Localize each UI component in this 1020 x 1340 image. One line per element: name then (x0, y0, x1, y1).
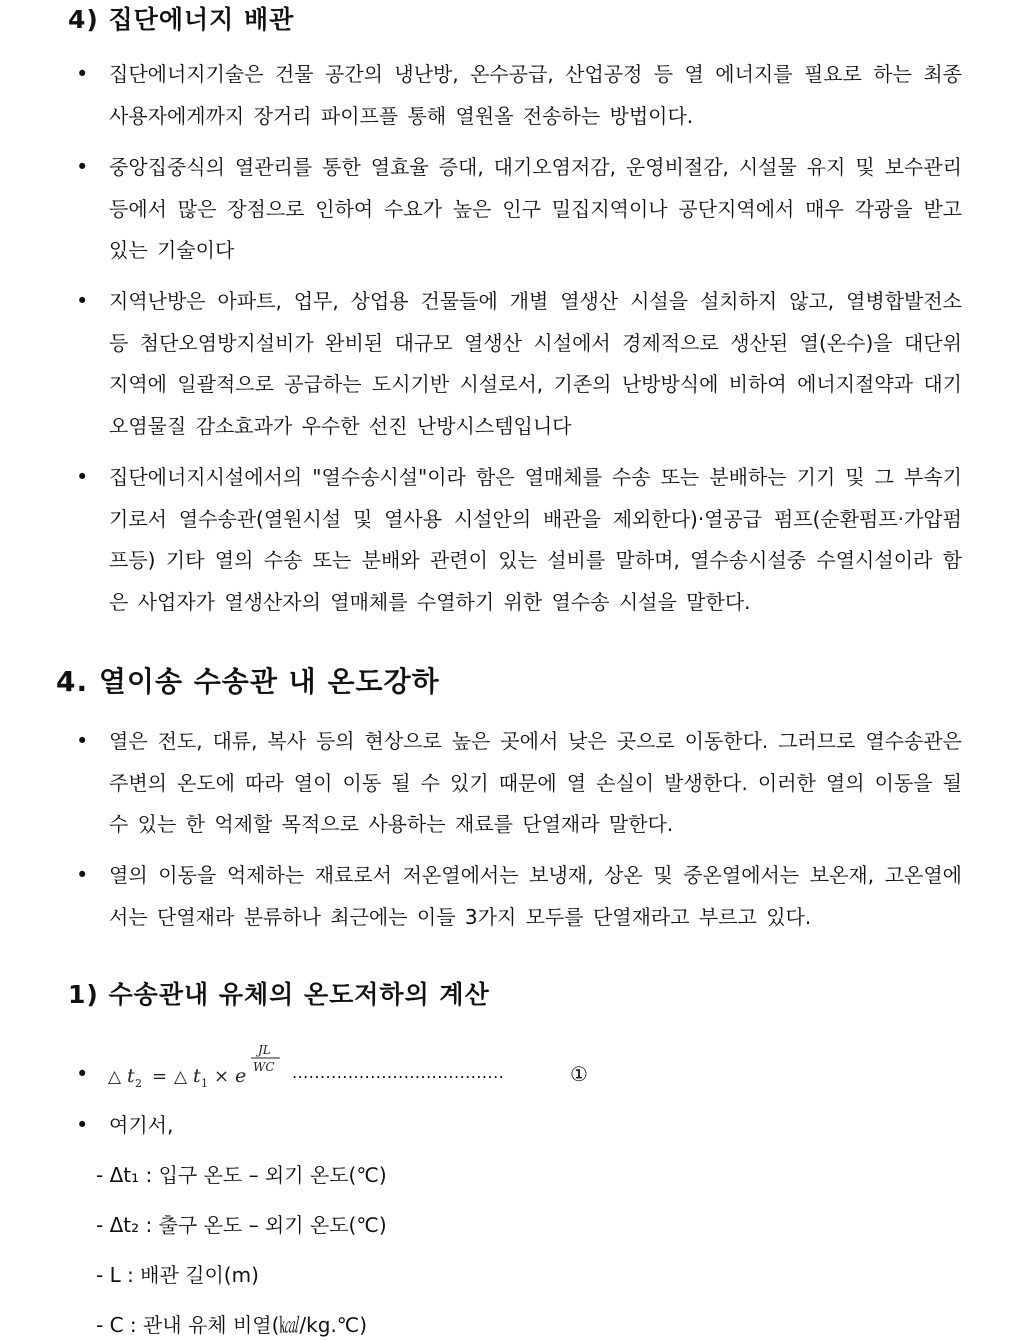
section-heading-temperature-calc: 1) 수송관내 유체의 온도저하의 계산 (68, 980, 490, 1009)
definition-item: - L : 배관 길이(m) (96, 1263, 259, 1287)
paragraph: 집단에너지시설에서의 "열수송시설"이라 함은 열매체를 수송 또는 분배하는 기기 및 그 부속기기로서 열수송관(열원시설 및 열사용 시설안의 배관을 제외한다)·열공급 펌프(순환펌프·가압펌프등) 기타 열의 수송 또는 분배와 관련이 있는 설비를 말하며, 열수송시설중 수열시설이라 함은 사업자가 열생산자의 열매체를 수열하기 위한 열수송 시설을 말한다. (109, 465, 962, 614)
paragraph: 열의 이동을 억제하는 재료로서 저온열에서는 보냉재, 상온 및 중온열에서는 보온재, 고온열에서는 단열재라 분류하나 최근에는 이들 3가지 모두를 단열재라고 부르고 있다. (109, 863, 962, 929)
bullet-icon: • (76, 1062, 89, 1086)
bullet-icon: • (76, 729, 89, 753)
definition-item: - C : 관내 유체 비열(㎉/kg.℃) (96, 1313, 368, 1337)
formula-number: ① (570, 1062, 588, 1086)
chapter-heading-temperature-drop: 4. 열이송 수송관 내 온도강하 (56, 665, 440, 698)
formula-t-1: t (127, 1065, 135, 1087)
bullet-icon: • (76, 863, 89, 887)
formula-exp-denominator: WC (253, 1060, 275, 1074)
definition-item: - Δt₂ : 출구 온도 – 외기 온도(℃) (96, 1213, 387, 1237)
bullet-icon: • (76, 155, 89, 179)
where-label: 여기서, (109, 1113, 174, 1137)
paragraph: 집단에너지기술은 건물 공간의 냉난방, 온수공급, 산업공정 등 열 에너지를 필요로 하는 최종 사용자에게까지 장거리 파이프플 통해 열원올 전송하는 방법이다. (109, 62, 962, 128)
paragraph: 중앙집중식의 열관리를 통한 열효율 증대, 대기오염저감, 운영비절감, 시설물 유지 및 보수관리 등에서 많은 장점으로 인하여 수요가 높은 인구 밀집지역이나 공단지역에서 매우 각광을 받고 있는 기술이다 (109, 155, 962, 262)
bullet-icon: • (76, 465, 89, 489)
list-item (72, 457, 962, 623)
list-item (72, 54, 962, 137)
list-item (72, 281, 962, 447)
formula-e: e (235, 1065, 247, 1087)
formula-delta-2: △ (174, 1067, 188, 1087)
formula-leader-dots: ...................................... (292, 1063, 505, 1082)
list-item (72, 855, 962, 938)
bullet-icon: • (76, 289, 89, 313)
definition-item: - Δt₁ : 입구 온도 – 외기 온도(℃) (96, 1163, 387, 1187)
paragraph: 열은 전도, 대류, 복사 등의 현상으로 높은 곳에서 낮은 곳으로 이동한다. 그러므로 열수송관은 주변의 온도에 따라 열이 이동 될 수 있기 때문에 열 손실이 발생한다. 이러한 열의 이동을 될 수 있는 한 억제할 목적으로 사용하는 재료를 단열재라 말한다. (109, 729, 962, 836)
formula-times: × (214, 1066, 230, 1087)
temperature-drop-formula (108, 1040, 668, 1100)
bullet-icon: • (76, 1113, 89, 1137)
bullet-icon: • (76, 62, 89, 86)
list-item (72, 147, 962, 272)
section-heading-energy-piping: 4) 집단에너지 배관 (68, 5, 295, 34)
list-item (72, 1105, 962, 1147)
formula-sub-1: 1 (201, 1077, 208, 1090)
formula-exp-numerator: JL (258, 1043, 271, 1057)
formula-sub-2: 2 (135, 1077, 142, 1090)
list-item (72, 721, 962, 846)
paragraph: 지역난방은 아파트, 업무, 상업용 건물들에 개별 열생산 시설을 설치하지 않고, 열병합발전소 등 첨단오염방지설비가 완비된 대규모 열생산 시설에서 경제적으로 생산된 열(온수)을 대단위지역에 일괄적으로 공급하는 도시기반 시설로서, 기존의 난방방식에 비하여 에너지절약과 대기오염물질 감소효과가 우수한 선진 난방시스템입니다 (109, 289, 962, 438)
formula-delta-1: △ (108, 1067, 122, 1087)
formula-row (72, 1040, 672, 1100)
formula-equals: = (152, 1066, 168, 1087)
formula-t-2: t (193, 1065, 201, 1087)
